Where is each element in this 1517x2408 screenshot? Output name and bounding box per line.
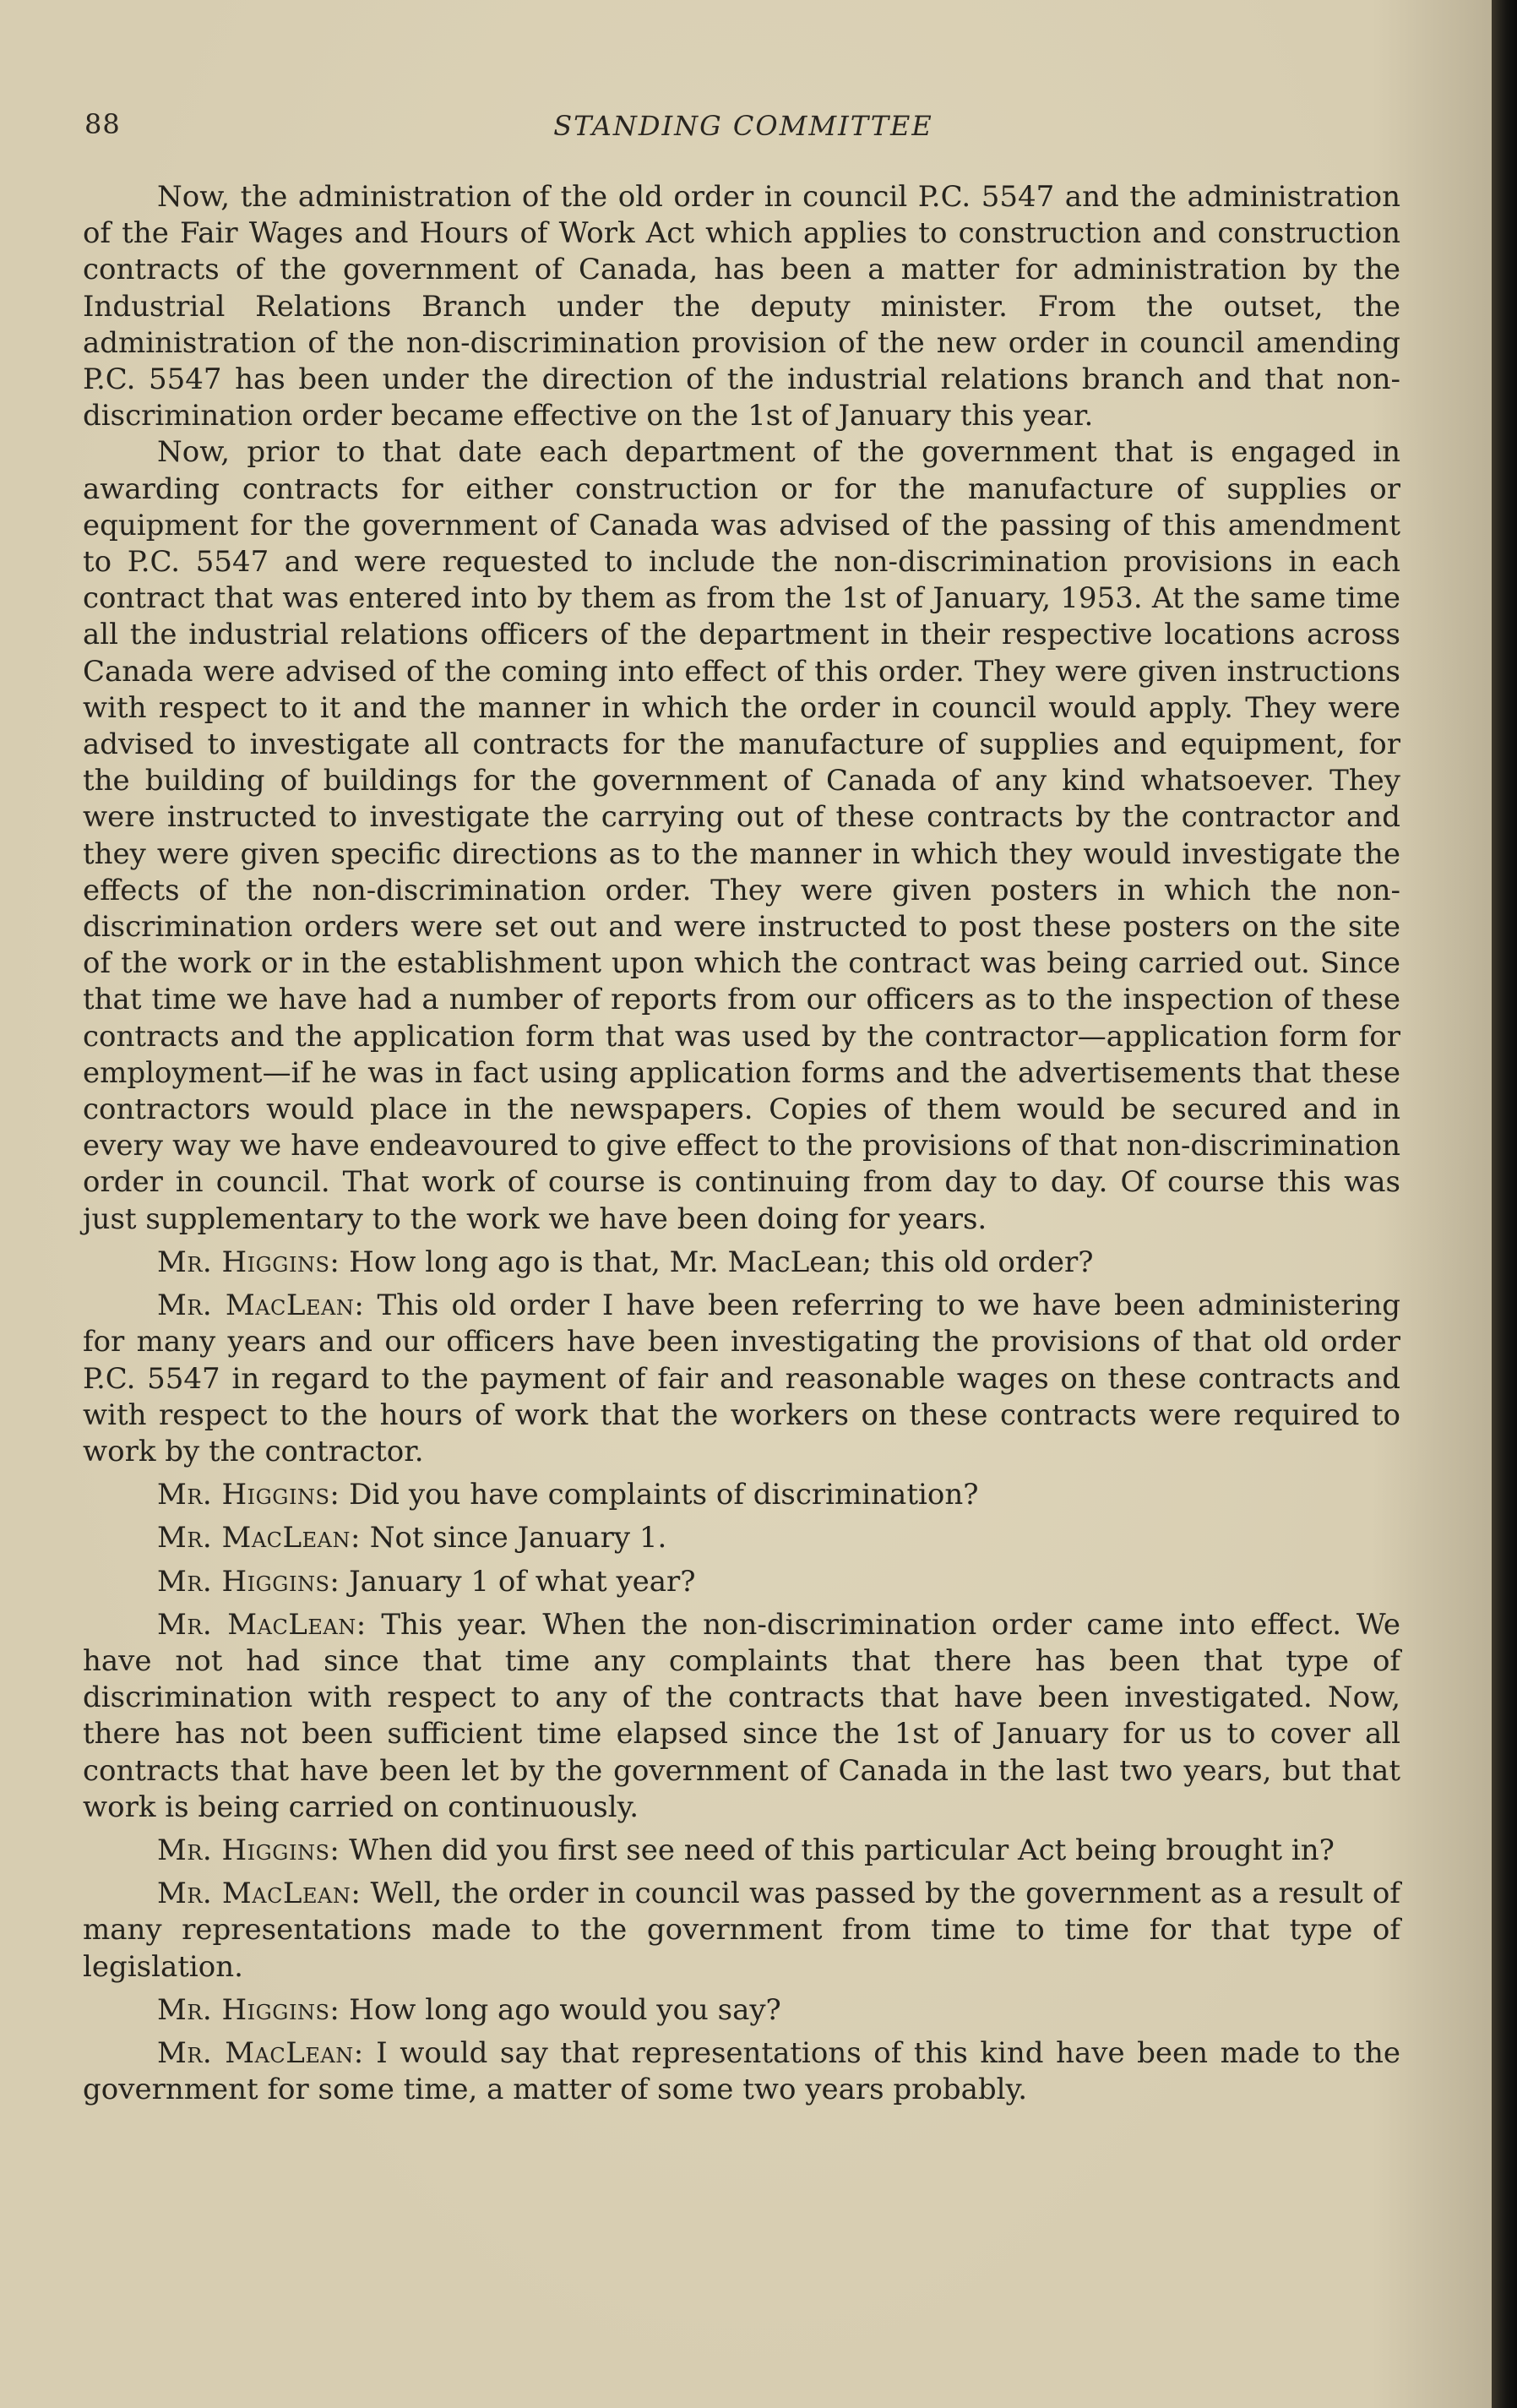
dialogue-turn [83, 1245, 1400, 1281]
speaker-text: When did you first see need of this particular Act being brought in? [349, 1833, 1335, 1867]
dialogue-turn [83, 1477, 1400, 1513]
speaker-name: Mr. Higgins: [157, 1992, 340, 2027]
speaker-name: Mr. MacLean: [157, 1607, 367, 1642]
speaker-name: Mr. MacLean: [157, 2035, 364, 2070]
dialogue-turn [83, 2035, 1400, 2108]
speaker-text: Not since January 1. [369, 1521, 667, 1555]
dialogue-turn [83, 1520, 1400, 1556]
body-text [83, 179, 1400, 2115]
speaker-name: Mr. Higgins: [157, 1564, 340, 1599]
dialogue-turn [83, 1992, 1400, 2029]
dialogue-turn [83, 1564, 1400, 1600]
speaker-name: Mr. MacLean: [157, 1521, 361, 1555]
running-head: STANDING COMMITTEE [553, 110, 933, 142]
paragraph: Now, prior to that date each department of the government that is engaged in awarding contracts for either construction or for the manufacture of supplies or equipment for the government of Canada was advised of the passing of this amendment to P.C. 5547 and were requested to include the non-discrimination provisions in each contract that was entered into by them as from the 1st of January, 1953. At the same time all the industrial relations officers of the department in their respective locations across Canada were advised of the coming into effect of this order. They were given instructions with respect to it and the manner in which the order in council would apply. They were advised to investigate all contracts for the manufacture of supplies and equipment, for the building of buildings for the government of Canada of any kind whatsoever. They were instructed to investigate the carrying out of these contracts by the contractor and they were given specific directions as to the manner in which they would investigate the effects of the non-discrimination order. They were given posters in which the non-discrimination orders were set out and were instructed to post these posters on the site of the work or in the establishment upon which the contract was being carried out. Since that time we have had a number of reports from our officers as to the inspection of these contracts and the application form that was used by the contractor—application form for employment—if he was in fact using application forms and the advertisements that these contractors would place in the newspapers. Copies of them would be secured and in every way we have endeavoured to give effect to the provisions of that non-discrimination order in council. That work of course is continuing from day to day. Of course this was just supplementary to the work we have been doing for years. [83, 435, 1400, 1236]
speaker-text: January 1 of what year? [349, 1564, 696, 1599]
dialogue-turn [83, 1607, 1400, 1826]
dialogue-turn [83, 1288, 1400, 1470]
page-header [84, 108, 1402, 150]
speaker-text: This year. When the non-discrimination order came into effect. We have not had since that time any complaints that there has been that type of discrimination with respect to any of the contracts that have been investigated. Now, there has not been sufficient time elapsed since the 1st of January for us to cover all contracts that have been let by the government of Canada in the last two years, but that work is being carried on continuously. [83, 1607, 1400, 1824]
speaker-name: Mr. Higgins: [157, 1833, 340, 1867]
speaker-name: Mr. Higgins: [157, 1478, 340, 1512]
speaker-text: How long ago is that, Mr. MacLean; this old order? [349, 1245, 1094, 1279]
speaker-name: Mr. MacLean: [157, 1288, 365, 1323]
speaker-text: This old order I have been referring to we have been administering for many years and our officers have been investigating the provisions of that old order P.C. 5547 in regard to the payment of fair and reasonable wages on these contracts and with respect to the hours of work that the workers on these contracts were required to work by the contractor. [83, 1288, 1400, 1468]
speaker-text: Well, the order in council was passed by the government as a result of many representations made to the government from time to time for that type of legislation. [83, 1877, 1400, 1984]
speaker-name: Mr. Higgins: [157, 1245, 340, 1279]
speaker-text: I would say that representations of this kind have been made to the government for some time, a matter of some two years probably. [83, 2035, 1400, 2107]
speaker-text: How long ago would you say? [349, 1992, 781, 2027]
speaker-name: Mr. MacLean: [157, 1877, 362, 1911]
page-number: 88 [84, 108, 121, 140]
paragraph: Now, the administration of the old order in council P.C. 5547 and the administration of the Fair Wages and Hours of Work Act which applies to construction and construction contracts of the government of Canada, has been a matter for administration by the Industrial Relations Branch under the deputy minister. From the outset, the administration of the non-discrimination provision of the new order in council amending P.C. 5547 has been under the direction of the industrial relations branch and that non-discrimination order became effective on the 1st of January this year. [83, 180, 1400, 433]
dialogue-turn [83, 1833, 1400, 1869]
dialogue-turn [83, 1876, 1400, 1986]
speaker-text: Did you have complaints of discrimination? [349, 1478, 979, 1512]
book-gutter-shadow [1492, 0, 1517, 2408]
